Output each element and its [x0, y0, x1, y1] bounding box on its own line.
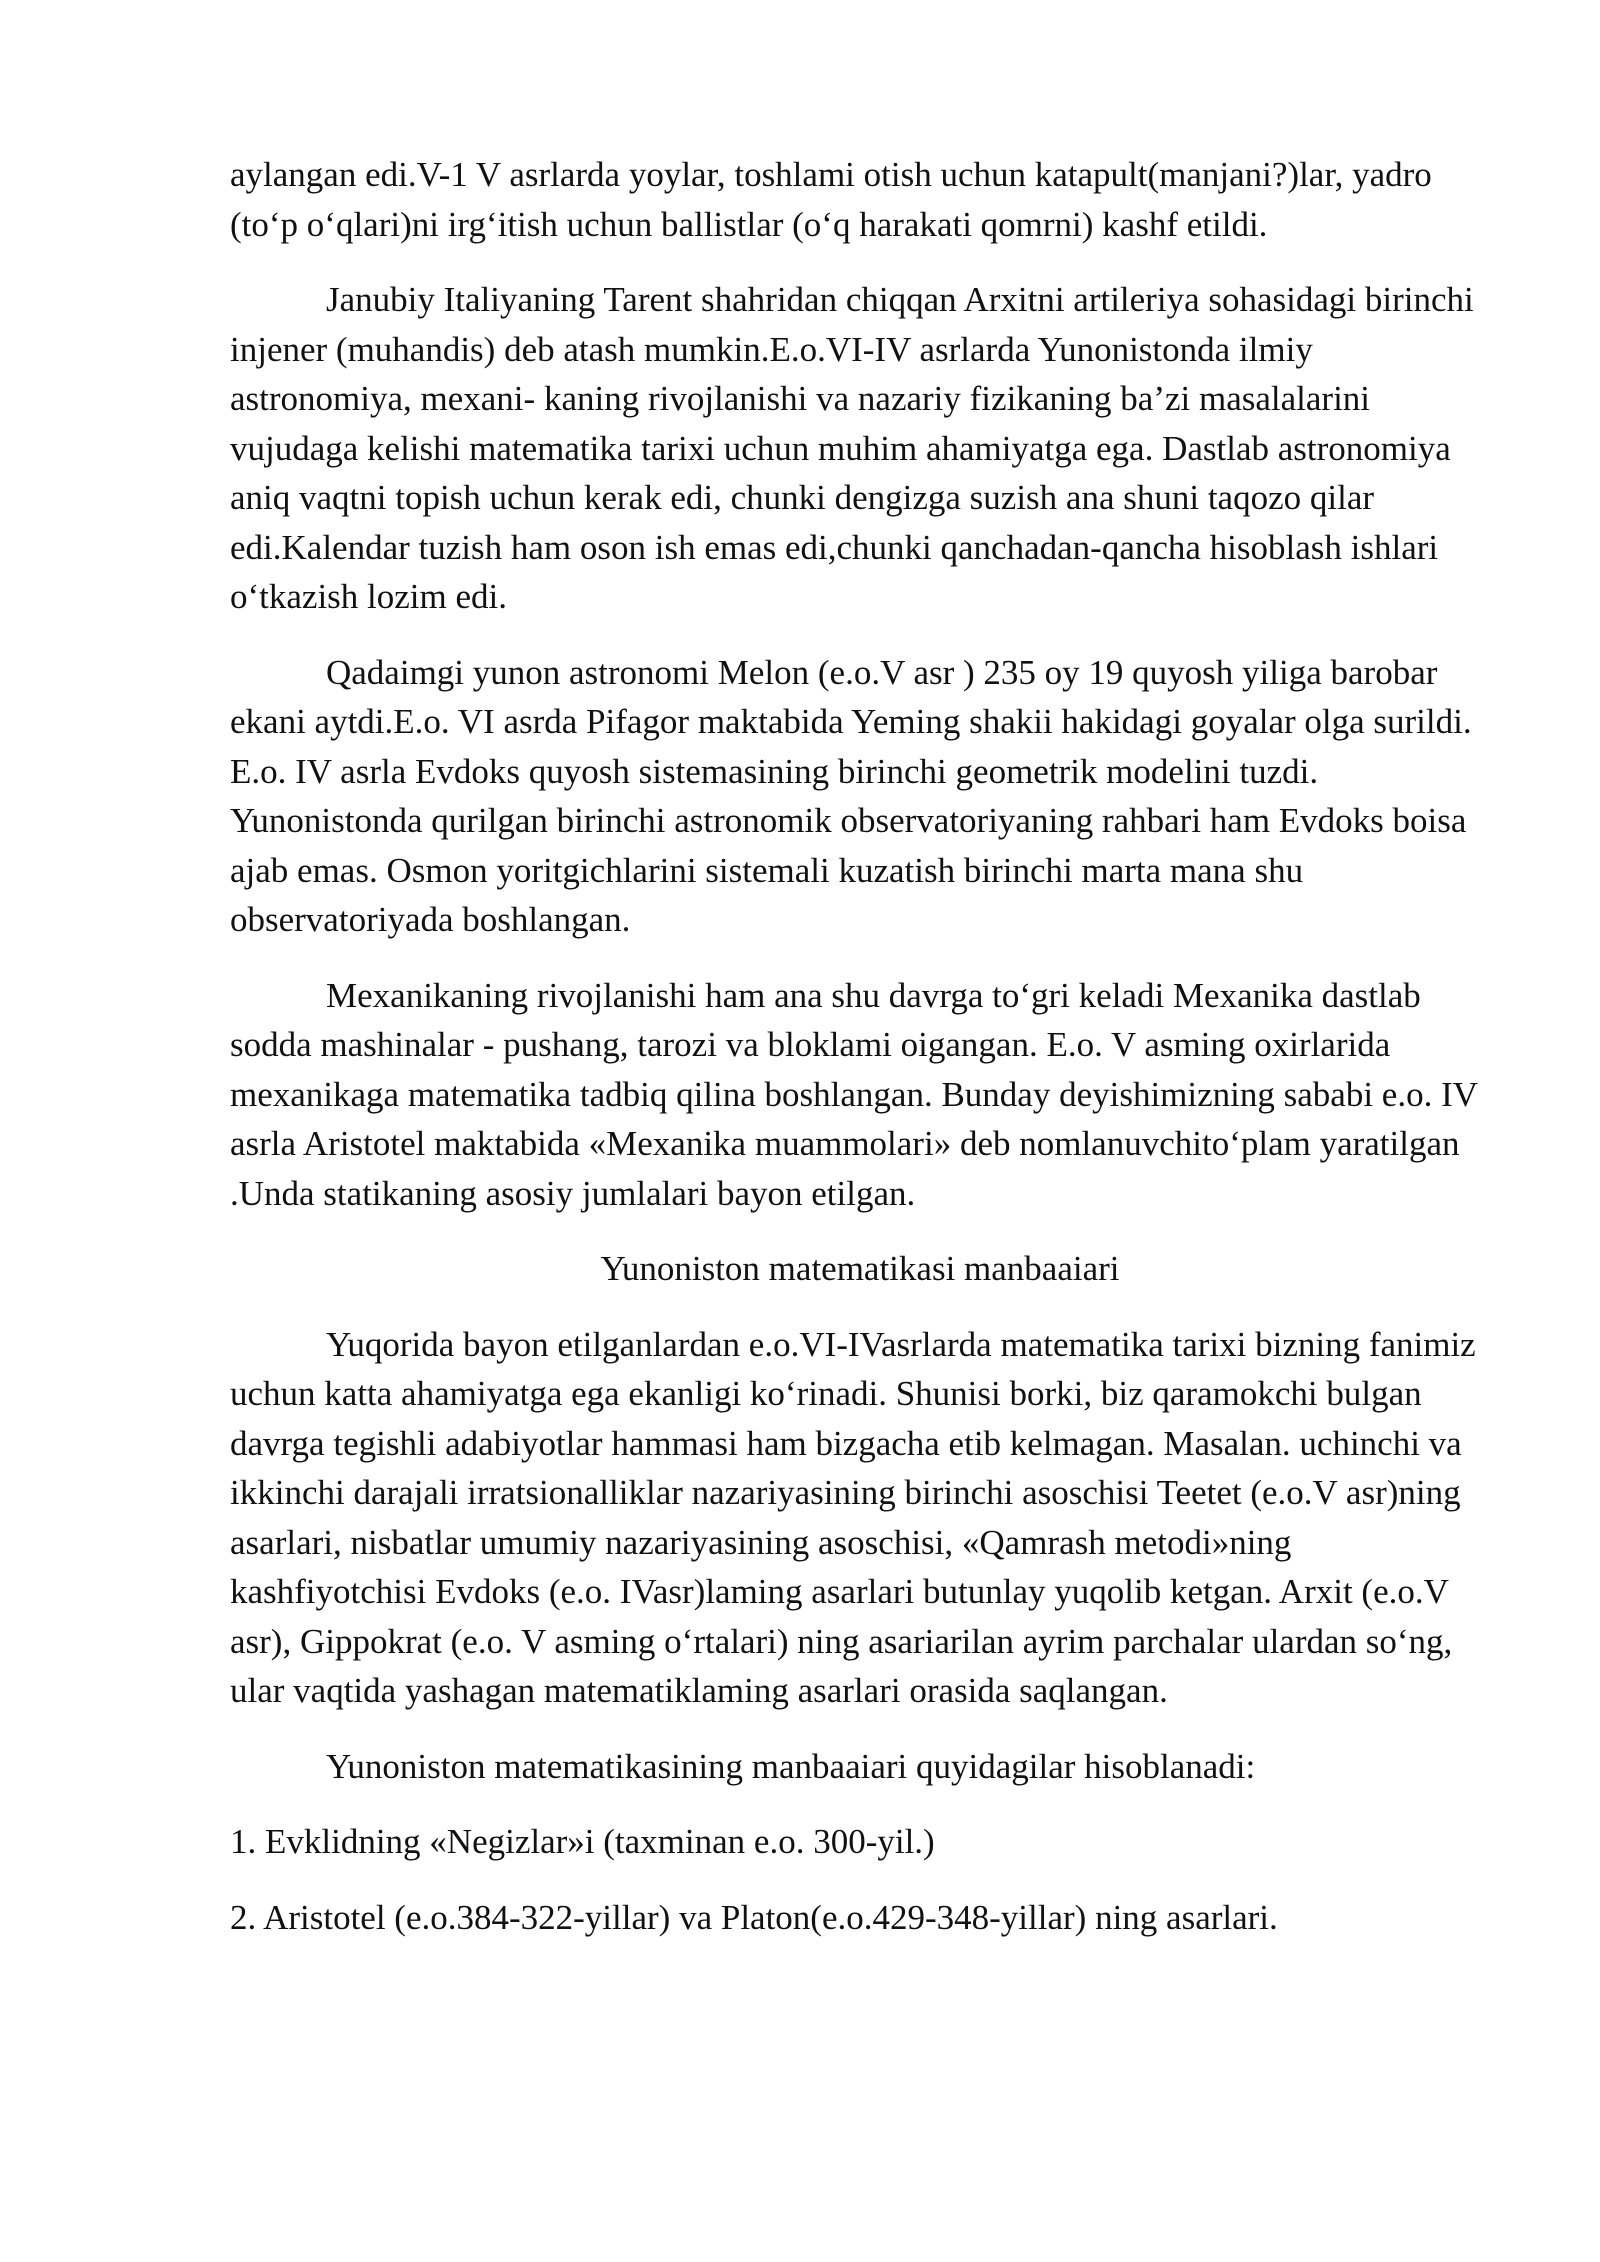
list-item: 2. Aristotel (e.o.384-322-yillar) va Platon(e.o.429-348-yillar) ning asarlari.	[230, 1897, 1278, 1937]
paragraph-sources-intro: Yunoniston matematikasining manbaaiari quyidagilar hisoblanadi:	[326, 1746, 1256, 1786]
paragraph-sources-history: Yuqorida bayon etilganlardan e.o.VI-IVasrlarda matematika tarixi bizning fanimiz uchun katta ahamiyatga ega ekanligi ko‘rinadi. Shunisi borki, biz qaramokchi bulgan davrga tegishli adabiyotlar hammasi ham bizgacha etib kelmagan. Masalan. uchinchi va ikkinchi darajali irratsionalliklar nazariyasining birinchi asoschisi Teetet (e.o.V asr)ning asarlari, nisbatlar umumiy nazariyasining asoschisi, «Qamrash metodi»ning kashfiyotchisi Evdoks (e.o. IVasr)laming asarlari butunlay yuqolib ketgan. Arxit (e.o.V asr), Gippokrat (e.o. V asming o‘rtalari) ning asariarilan ayrim parchalar ulardan so‘ng, ular vaqtida yashagan matematiklaming asarlari orasida saqlangan.	[230, 1324, 1476, 1710]
paragraph-continued: aylangan edi.V-1 V asrlarda yoylar, toshlami otish uchun katapult(manjani?)lar, yadro (to‘p o‘qlari)ni irg‘itish uchun ballistlar (o‘q harakati qomrni) kashf etildi.	[230, 155, 1432, 244]
paragraph-mexanika: Mexanikaning rivojlanishi ham ana shu davrga to‘gri keladi Mexanika dastlab sodda mashinalar - pushang, tarozi va bloklami oigangan. E.o. V asming oxirlarida mexanikaga matematika tadbiq qilina boshlangan. Bunday deyishimizning sababi e.o. IV asrla Aristotel maktabida «Mexanika muammolari» deb nomlanuvchito‘plam yaratilgan .Unda statikaning asosiy jumlalari bayon etilgan.	[230, 975, 1478, 1213]
paragraph-arxit: Janubiy Italiyaning Tarent shahridan chiqqan Arxitni artileriya sohasidagi birinchi injener (muhandis) deb atash mumkin.E.o.VI-IV asrlarda Yunonistonda ilmiy astronomiya, mexani- kaning rivojlanishi va nazariy fizikaning ba’zi masalalarini vujudaga kelishi matematika tarixi uchun muhim ahamiyatga ega. Dastlab astronomiya aniq vaqtni topish uchun kerak edi, chunki dengizga suzish ana shuni taqozo qilar edi.Kalendar tuzish ham oson ish emas edi,chunki qanchadan-qancha hisoblash ishlari o‘tkazish lozim edi.	[230, 280, 1474, 616]
list-item: 1. Evklidning «Negizlar»i (taxminan e.o. 300-yil.)	[230, 1822, 935, 1861]
paragraph-melon: Qadaimgi yunon astronomi Melon (e.o.V asr ) 235 oy 19 quyosh yiliga barobar ekani aytdi.E.o. VI asrda Pifagor maktabida Yeming shakii hakidagi goyalar olga surildi. E.o. IV asrla Evdoks quyosh sistemasining birinchi geometrik modelini tuzdi. Yunonistonda qurilgan birinchi astronomik observatoriyaning rahbari ham Evdoks boisa ajab emas. Osmon yoritgichlarini sistemali kuzatish birinchi marta mana shu observatoriyada boshlangan.	[230, 652, 1472, 939]
section-heading: Yunoniston matematikasi manbaaiari	[600, 1249, 1120, 1288]
document-page	[230, 150, 1490, 1968]
